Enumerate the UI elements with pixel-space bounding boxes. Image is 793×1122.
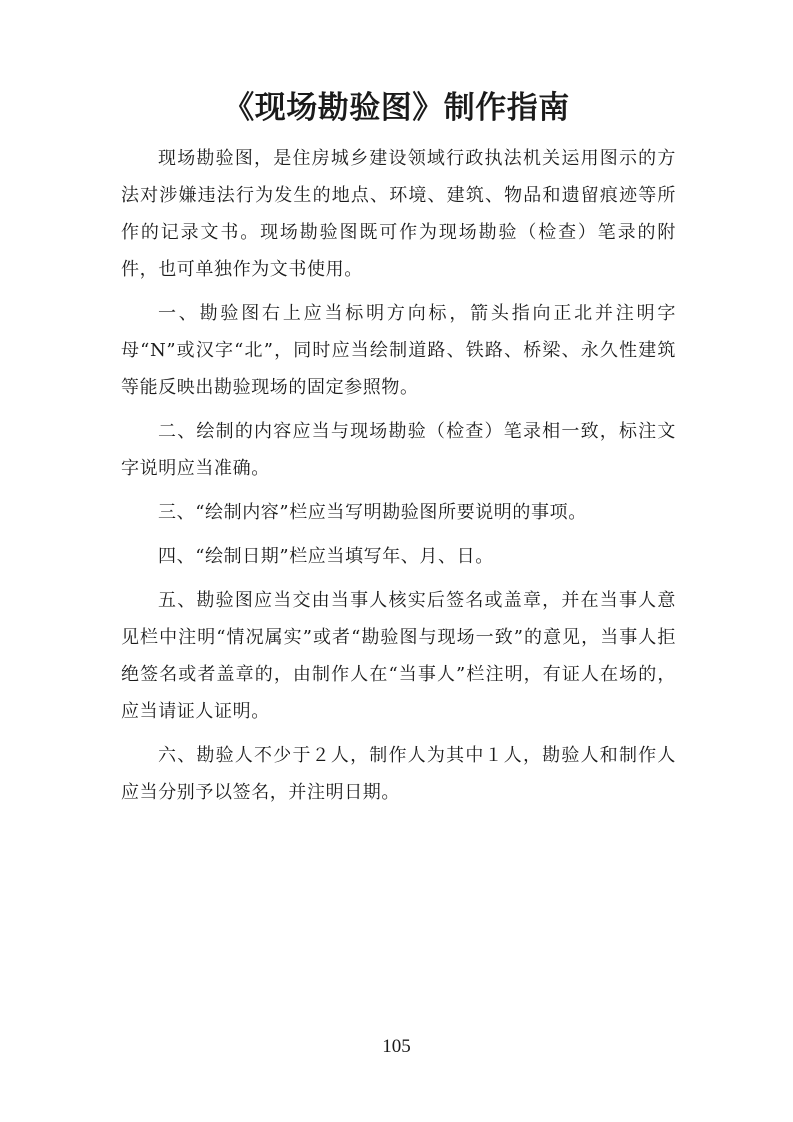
rule-paragraph-5: 五、勘验图应当交由当事人核实后签名或盖章，并在当事人意见栏中注明“情况属实”或者“勘验图与现场一致”的意见，当事人拒绝签名或者盖章的，由制作人在“当事人”栏注明，有证人在场的，应当请证人证明。 bbox=[121, 590, 676, 722]
document-title: 《现场勘验图》制作指南 bbox=[223, 90, 570, 126]
rule-paragraph-2: 二、绘制的内容应当与现场勘验（检查）笔录相一致，标注文字说明应当准确。 bbox=[121, 421, 676, 479]
document-body bbox=[121, 140, 676, 818]
rule-paragraph-1: 一、勘验图右上应当标明方向标，箭头指向正北并注明字母“N”或汉字“北”，同时应当绘制道路、铁路、桥梁、永久性建筑等能反映出勘验现场的固定参照物。 bbox=[121, 303, 676, 398]
rule-paragraph-4: 四、“绘制日期”栏应当填写年、月、日。 bbox=[158, 546, 494, 567]
rule-paragraph-3: 三、“绘制内容”栏应当写明勘验图所要说明的事项。 bbox=[158, 502, 587, 523]
intro-paragraph: 现场勘验图，是住房城乡建设领域行政执法机关运用图示的方法对涉嫌违法行为发生的地点、环境、建筑、物品和遗留痕迹等所作的记录文书。现场勘验图既可作为现场勘验（检查）笔录的附件，也可单独作为文书使用。 bbox=[121, 148, 676, 280]
page-number: 105 bbox=[382, 1036, 411, 1057]
rule-paragraph-6: 六、勘验人不少于２人，制作人为其中１人，勘验人和制作人应当分别予以签名，并注明日期。 bbox=[121, 745, 676, 803]
